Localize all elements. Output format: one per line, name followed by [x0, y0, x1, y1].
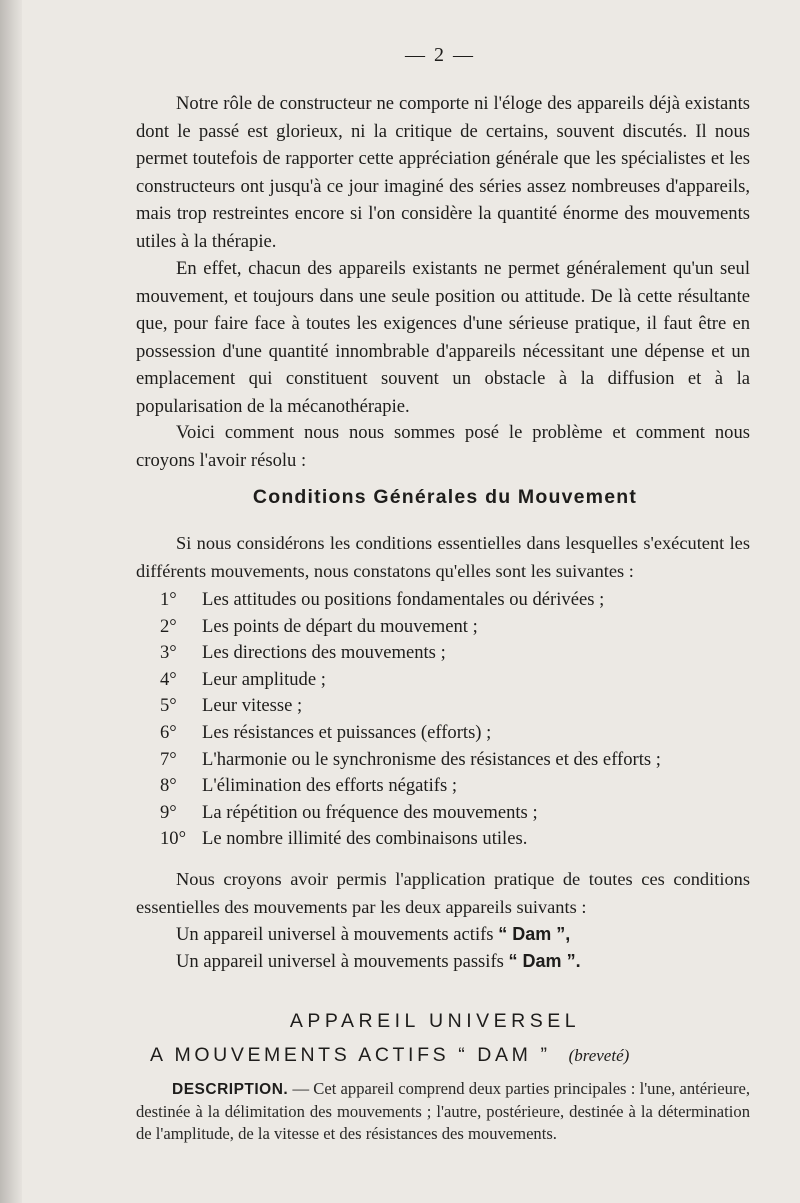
list-item-number: 7° — [160, 748, 177, 770]
brand-name: “ Dam ”. — [508, 951, 581, 971]
list-item-text: Leur vitesse ; — [202, 695, 303, 717]
page-number: — 2 — — [405, 44, 475, 66]
list-item-number: 9° — [160, 801, 177, 823]
list-item-text: Les directions des mouvements ; — [202, 642, 446, 664]
apparatus-passive-line — [176, 948, 581, 975]
list-item-number: 4° — [160, 668, 177, 690]
list-item-text: Les attitudes ou positions fondamentales ou dérivées ; — [202, 589, 605, 610]
list-item — [160, 667, 720, 694]
list-item — [160, 614, 720, 641]
list-item-text: Les points de départ du mouvement ; — [202, 615, 478, 637]
list-item-text: La répétition ou fréquence des mouvements ; — [202, 801, 538, 823]
list-item-number: 3° — [160, 642, 177, 664]
brand-name: “ Dam ”, — [498, 924, 571, 944]
description-label: DESCRIPTION. — [172, 1081, 289, 1098]
existing-apparatus-paragraph: En effet, chacun des appareils existants ne permet généralement qu'un seul mouvement, et toujours dans une seule position ou attitude. De là cette résultante que, pour faire face à toutes les exigences d'une sérieuse pratique, il faut être en possession d'une quantité innombrable d'appareils nécessitant une dépense et un emplacement qui constituent souvent un obstacle à la diffusion et à la popularisation de la mécanothérapie. — [136, 258, 750, 417]
list-item — [160, 773, 720, 800]
apparatus-text: Un appareil universel à mouvements passifs — [176, 951, 504, 972]
list-item-text: L'harmonie ou le synchronisme des résistances et des efforts ; — [202, 748, 661, 770]
intro-paragraph: Notre rôle de constructeur ne comporte ni l'éloge des appareils déjà existants dont le passé est glorieux, ni la critique de certains, souvent discutés. Il nous permet toutefois de rapporter cette appréciation générale que les spécialistes et les constructeurs ont jusqu'à ce jour imaginé des séries assez nombreuses d'appareils, mais trop restreintes encore si l'on considère la quantité énorme des mouvements utiles à la thérapie. — [136, 93, 750, 252]
list-item — [160, 587, 720, 614]
apparatus-title-line2 — [150, 1044, 760, 1067]
section-heading: Conditions Générales du Mouvement — [252, 486, 638, 508]
patent-note: (breveté) — [568, 1046, 630, 1065]
list-item-text: Le nombre illimité des combinaisons utiles. — [202, 828, 528, 850]
list-item-number: 10° — [160, 828, 187, 850]
application-intro: Nous croyons avoir permis l'application pratique de toutes ces conditions essentielles des mouvements par les deux appareils suivants : — [136, 869, 750, 917]
list-item — [160, 693, 720, 720]
description-paragraph — [136, 1078, 750, 1145]
list-item — [160, 747, 720, 774]
list-item-number: 2° — [160, 615, 177, 637]
list-item — [160, 640, 720, 667]
list-item — [160, 720, 720, 747]
list-item-number: 6° — [160, 721, 177, 743]
apparatus-active-line — [176, 921, 570, 948]
conditions-intro: Si nous considérons les conditions essentielles dans lesquelles s'exécutent les différents mouvements, nous constatons qu'elles sont les suivantes : — [136, 533, 750, 581]
list-item-text: Les résistances et puissances (efforts) ; — [202, 721, 492, 743]
list-item-number: 1° — [160, 589, 177, 610]
apparatus-title-text: A MOUVEMENTS ACTIFS “ DAM ” — [150, 1044, 551, 1066]
description-text: — Cet appareil comprend deux parties principales : l'une, antérieure, destinée à la délimitation des mouvements ; l'autre, postérieure, destinée à la détermination de l'amplitude, de la vitesse et des résistances des mouvements. — [136, 1079, 750, 1143]
apparatus-title-line1: APPAREIL UNIVERSEL — [289, 1010, 581, 1032]
conditions-list — [160, 587, 720, 853]
list-item-text: Leur amplitude ; — [202, 668, 326, 690]
list-item-number: 8° — [160, 775, 177, 797]
list-item — [160, 826, 720, 853]
problem-paragraph: Voici comment nous nous sommes posé le problème et comment nous croyons l'avoir résolu : — [136, 422, 750, 471]
list-item-text: L'élimination des efforts négatifs ; — [202, 775, 457, 797]
list-item-number: 5° — [160, 695, 177, 717]
list-item — [160, 800, 720, 827]
apparatus-text: Un appareil universel à mouvements actifs — [176, 924, 494, 945]
